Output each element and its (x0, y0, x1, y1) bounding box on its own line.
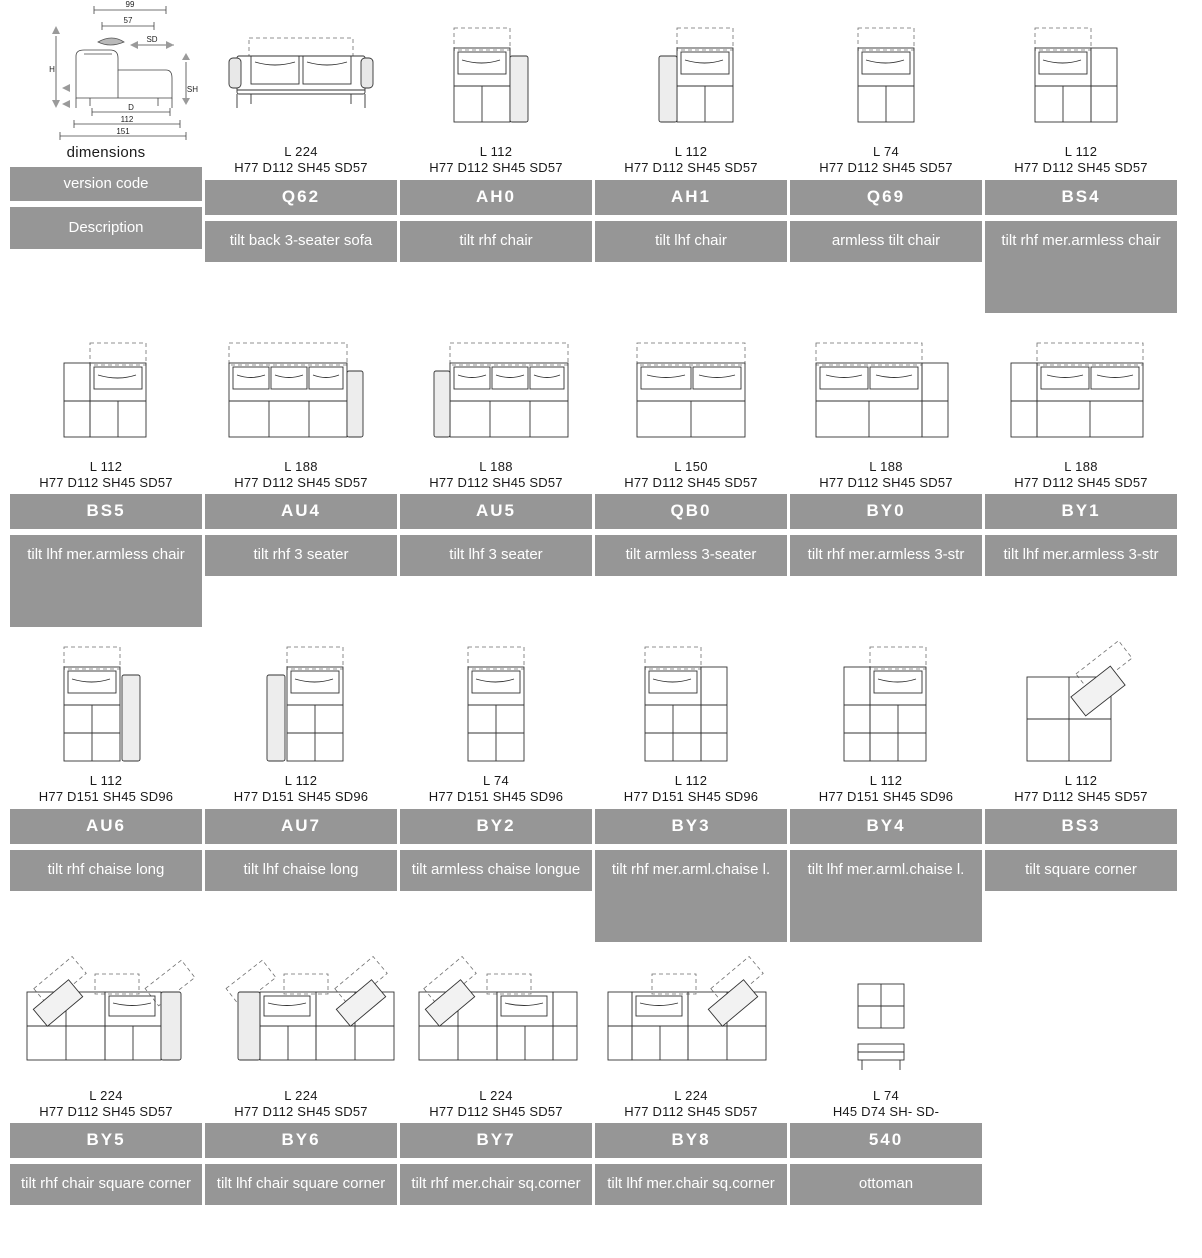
variant-cell-by3[interactable] (595, 633, 787, 942)
variant-description: tilt rhf chair (400, 221, 592, 262)
chair-lhf-plan-icon (595, 4, 787, 144)
variant-row (10, 948, 1178, 1206)
dimensions-text (400, 773, 592, 809)
detail-dims-label: H77 D112 SH45 SD57 (624, 1103, 758, 1119)
version-code: 540 (790, 1123, 982, 1158)
length-label: L 188 (479, 458, 513, 474)
variant-description: tilt square corner (985, 850, 1177, 891)
version-code: BS3 (985, 809, 1177, 844)
variant-cell-au7[interactable] (205, 633, 397, 942)
dimensions-text (985, 459, 1177, 495)
dimensions-text (205, 1088, 397, 1124)
version-code: AU7 (205, 809, 397, 844)
detail-dims-label: H77 D112 SH45 SD57 (429, 474, 563, 490)
dimensions-text (595, 144, 787, 180)
detail-dims-label: H77 D151 SH45 SD96 (233, 789, 369, 805)
length-label: L 112 (869, 773, 903, 788)
variant-cell-ah0[interactable] (400, 4, 592, 313)
version-code: BY8 (595, 1123, 787, 1158)
detail-dims-label: H77 D112 SH45 SD57 (819, 160, 953, 176)
length-label: L 188 (284, 458, 318, 474)
variant-description: tilt rhf mer.armless 3-str (790, 535, 982, 576)
armless-chaise-longue-plan-icon (400, 633, 592, 773)
dimensions-text (205, 144, 397, 180)
variant-description: tilt lhf mer.chair sq.corner (595, 1164, 787, 1205)
variant-description: tilt armless 3-seater (595, 535, 787, 576)
lhf-mer-armless-chair-plan-icon (10, 319, 202, 459)
variant-cell-by1[interactable] (985, 319, 1177, 628)
lhf-mer-armless-3str-plan-icon (985, 319, 1177, 459)
lhf-chaise-long-plan-icon (205, 633, 397, 773)
variant-description: tilt rhf mer.chair sq.corner (400, 1164, 592, 1205)
dimensions-text (985, 144, 1177, 180)
rhf-chaise-long-plan-icon (10, 633, 202, 773)
lhf-chair-square-corner-plan-icon (205, 948, 397, 1088)
dimensions-text (205, 459, 397, 495)
variant-row (10, 633, 1178, 942)
svg-text:57: 57 (123, 16, 132, 25)
version-code: BY3 (595, 809, 787, 844)
variant-cell-au6[interactable] (10, 633, 202, 942)
rhf-mer-chair-sq-corner-plan-icon (400, 948, 592, 1088)
variant-cell-by2[interactable] (400, 633, 592, 942)
detail-dims-label: H77 D112 SH45 SD57 (234, 474, 368, 490)
svg-text:H: H (48, 65, 55, 74)
dimensions-text (10, 1088, 202, 1124)
version-code: BY1 (985, 494, 1177, 529)
length-label: L 188 (1064, 458, 1098, 474)
variant-cell-q62[interactable] (205, 4, 397, 313)
svg-text:99: 99 (125, 0, 134, 9)
version-code: BS4 (985, 180, 1177, 215)
dimensions-text (400, 459, 592, 495)
variant-cell-by6[interactable] (205, 948, 397, 1206)
variant-cell-bs4[interactable] (985, 4, 1177, 313)
variant-cell-by5[interactable] (10, 948, 202, 1206)
detail-dims-label: H77 D151 SH45 SD96 (38, 789, 174, 805)
variant-cell-q69[interactable] (790, 4, 982, 313)
version-code: Q69 (790, 180, 982, 215)
detail-dims-label: H77 D112 SH45 SD57 (39, 1103, 173, 1119)
empty-cell (985, 948, 1177, 1206)
length-label: L 112 (89, 773, 123, 788)
variant-cell-qb0[interactable] (595, 319, 787, 628)
length-label: L 188 (869, 458, 903, 474)
rhf-mer-armless-3str-plan-icon (790, 319, 982, 459)
detail-dims-label: H77 D112 SH45 SD57 (234, 160, 368, 176)
detail-dims-label: H77 D112 SH45 SD57 (234, 1103, 368, 1119)
variant-cell-by0[interactable] (790, 319, 982, 628)
length-label: L 112 (89, 458, 123, 474)
variant-description: tilt lhf chaise long (205, 850, 397, 891)
variant-description: tilt rhf chair square corner (10, 1164, 202, 1205)
length-label: L 224 (89, 1087, 123, 1103)
version-code: Q62 (205, 180, 397, 215)
detail-dims-label: H77 D112 SH45 SD57 (39, 474, 173, 490)
svg-text:112: 112 (120, 115, 133, 124)
variant-cell-au4[interactable] (205, 319, 397, 628)
length-label: L 112 (674, 144, 708, 159)
dimensions-text (10, 773, 202, 809)
lhf-mer-arml-chaise-plan-icon (790, 633, 982, 773)
ottoman-plan-icon (790, 948, 982, 1088)
square-corner-plan-icon (985, 633, 1177, 773)
dimensions-text (10, 459, 202, 495)
length-label: L 74 (482, 773, 510, 788)
rhf-3-seater-plan-icon (205, 319, 397, 459)
version-code: BY2 (400, 809, 592, 844)
dimensions-text (790, 144, 982, 180)
version-code: BS5 (10, 494, 202, 529)
variant-description: tilt lhf mer.armless 3-str (985, 535, 1177, 576)
armless-chair-plan-icon (790, 4, 982, 144)
rhf-chair-square-corner-plan-icon (10, 948, 202, 1088)
variant-description: tilt rhf mer.arml.chaise l. (595, 850, 787, 942)
lhf-mer-chair-sq-corner-plan-icon (595, 948, 787, 1088)
dimensions-text (205, 773, 397, 809)
variant-description: tilt armless chaise longue (400, 850, 592, 891)
variant-cell-bs3[interactable] (985, 633, 1177, 942)
dimensions-diagram (10, 0, 202, 144)
variant-cell-ah1[interactable] (595, 4, 787, 313)
rhf-mer-arml-chaise-plan-icon (595, 633, 787, 773)
dimensions-text (400, 1088, 592, 1124)
dimensions-text (595, 1088, 787, 1124)
length-label: L 150 (674, 458, 708, 474)
svg-text:SD: SD (145, 35, 158, 44)
version-code: AH0 (400, 180, 592, 215)
variant-description: tilt lhf mer.armless chair (10, 535, 202, 627)
version-code: BY4 (790, 809, 982, 844)
version-code: BY6 (205, 1123, 397, 1158)
variant-description: tilt lhf chair (595, 221, 787, 262)
svg-text:151: 151 (115, 127, 130, 136)
dimensions-text (985, 773, 1177, 809)
lhf-3-seater-plan-icon (400, 319, 592, 459)
detail-dims-label: H77 D112 SH45 SD57 (1014, 160, 1148, 176)
legend-cell (10, 0, 202, 313)
dimensions-text (790, 773, 982, 809)
length-label: L 74 (872, 144, 900, 159)
length-label: L 112 (1064, 773, 1098, 788)
dimensions-text (790, 459, 982, 495)
variant-description: tilt rhf chaise long (10, 850, 202, 891)
variant-description: tilt lhf chair square corner (205, 1164, 397, 1205)
detail-dims-label: H77 D112 SH45 SD57 (819, 474, 953, 490)
variant-cell-bs5[interactable] (10, 319, 202, 628)
variant-description: armless tilt chair (790, 221, 982, 262)
length-label: L 224 (674, 1087, 708, 1103)
detail-dims-label: H77 D151 SH45 SD96 (818, 789, 954, 805)
variant-cell-by4[interactable] (790, 633, 982, 942)
dimensions-text (790, 1088, 982, 1124)
length-label: L 112 (1064, 144, 1098, 159)
detail-dims-label: H77 D112 SH45 SD57 (429, 1103, 563, 1119)
variant-cell-540[interactable] (790, 948, 982, 1206)
variant-description: tilt lhf 3 seater (400, 535, 592, 576)
length-label: L 74 (872, 1087, 900, 1103)
svg-text:SH: SH (186, 85, 198, 94)
version-code: AU6 (10, 809, 202, 844)
dimensions-text (400, 144, 592, 180)
detail-dims-label: H77 D112 SH45 SD57 (624, 160, 758, 176)
detail-dims-label: H77 D151 SH45 SD96 (623, 789, 759, 805)
length-label: L 224 (284, 144, 318, 159)
variant-row (10, 319, 1178, 628)
svg-text:D: D (127, 103, 134, 112)
detail-dims-label: H77 D112 SH45 SD57 (624, 474, 758, 490)
description-header: Description (10, 207, 202, 249)
variant-cell-by7[interactable] (400, 948, 592, 1206)
variant-description: tilt rhf mer.armless chair (985, 221, 1177, 313)
length-label: L 112 (674, 773, 708, 788)
version-code: QB0 (595, 494, 787, 529)
variant-description: tilt rhf 3 seater (205, 535, 397, 576)
variant-row (10, 0, 1178, 313)
dimensions-text (595, 773, 787, 809)
version-code: AU5 (400, 494, 592, 529)
detail-dims-label: H45 D74 SH- SD- (832, 1103, 940, 1119)
variant-cell-au5[interactable] (400, 319, 592, 628)
version-code: AH1 (595, 180, 787, 215)
length-label: L 112 (284, 773, 318, 788)
detail-dims-label: H77 D112 SH45 SD57 (1014, 789, 1148, 805)
legend-caption: dimensions (66, 144, 146, 161)
length-label: L 112 (479, 144, 513, 159)
version-code: BY7 (400, 1123, 592, 1158)
version-code-header: version code (10, 167, 202, 201)
armless-3-seater-plan-icon (595, 319, 787, 459)
variant-description: tilt lhf mer.arml.chaise l. (790, 850, 982, 942)
variant-description: ottoman (790, 1164, 982, 1205)
length-label: L 224 (284, 1087, 318, 1103)
dimensions-text (595, 459, 787, 495)
version-code: AU4 (205, 494, 397, 529)
rhf-mer-armless-chair-plan-icon (985, 4, 1177, 144)
detail-dims-label: H77 D151 SH45 SD96 (428, 789, 564, 805)
sofa-3-seater-front-icon (205, 4, 397, 144)
detail-dims-label: H77 D112 SH45 SD57 (1014, 474, 1148, 490)
version-code: BY5 (10, 1123, 202, 1158)
length-label: L 224 (479, 1087, 513, 1103)
detail-dims-label: H77 D112 SH45 SD57 (429, 160, 563, 176)
chair-rhf-plan-icon (400, 4, 592, 144)
variant-cell-by8[interactable] (595, 948, 787, 1206)
variant-description: tilt back 3-seater sofa (205, 221, 397, 262)
version-code: BY0 (790, 494, 982, 529)
